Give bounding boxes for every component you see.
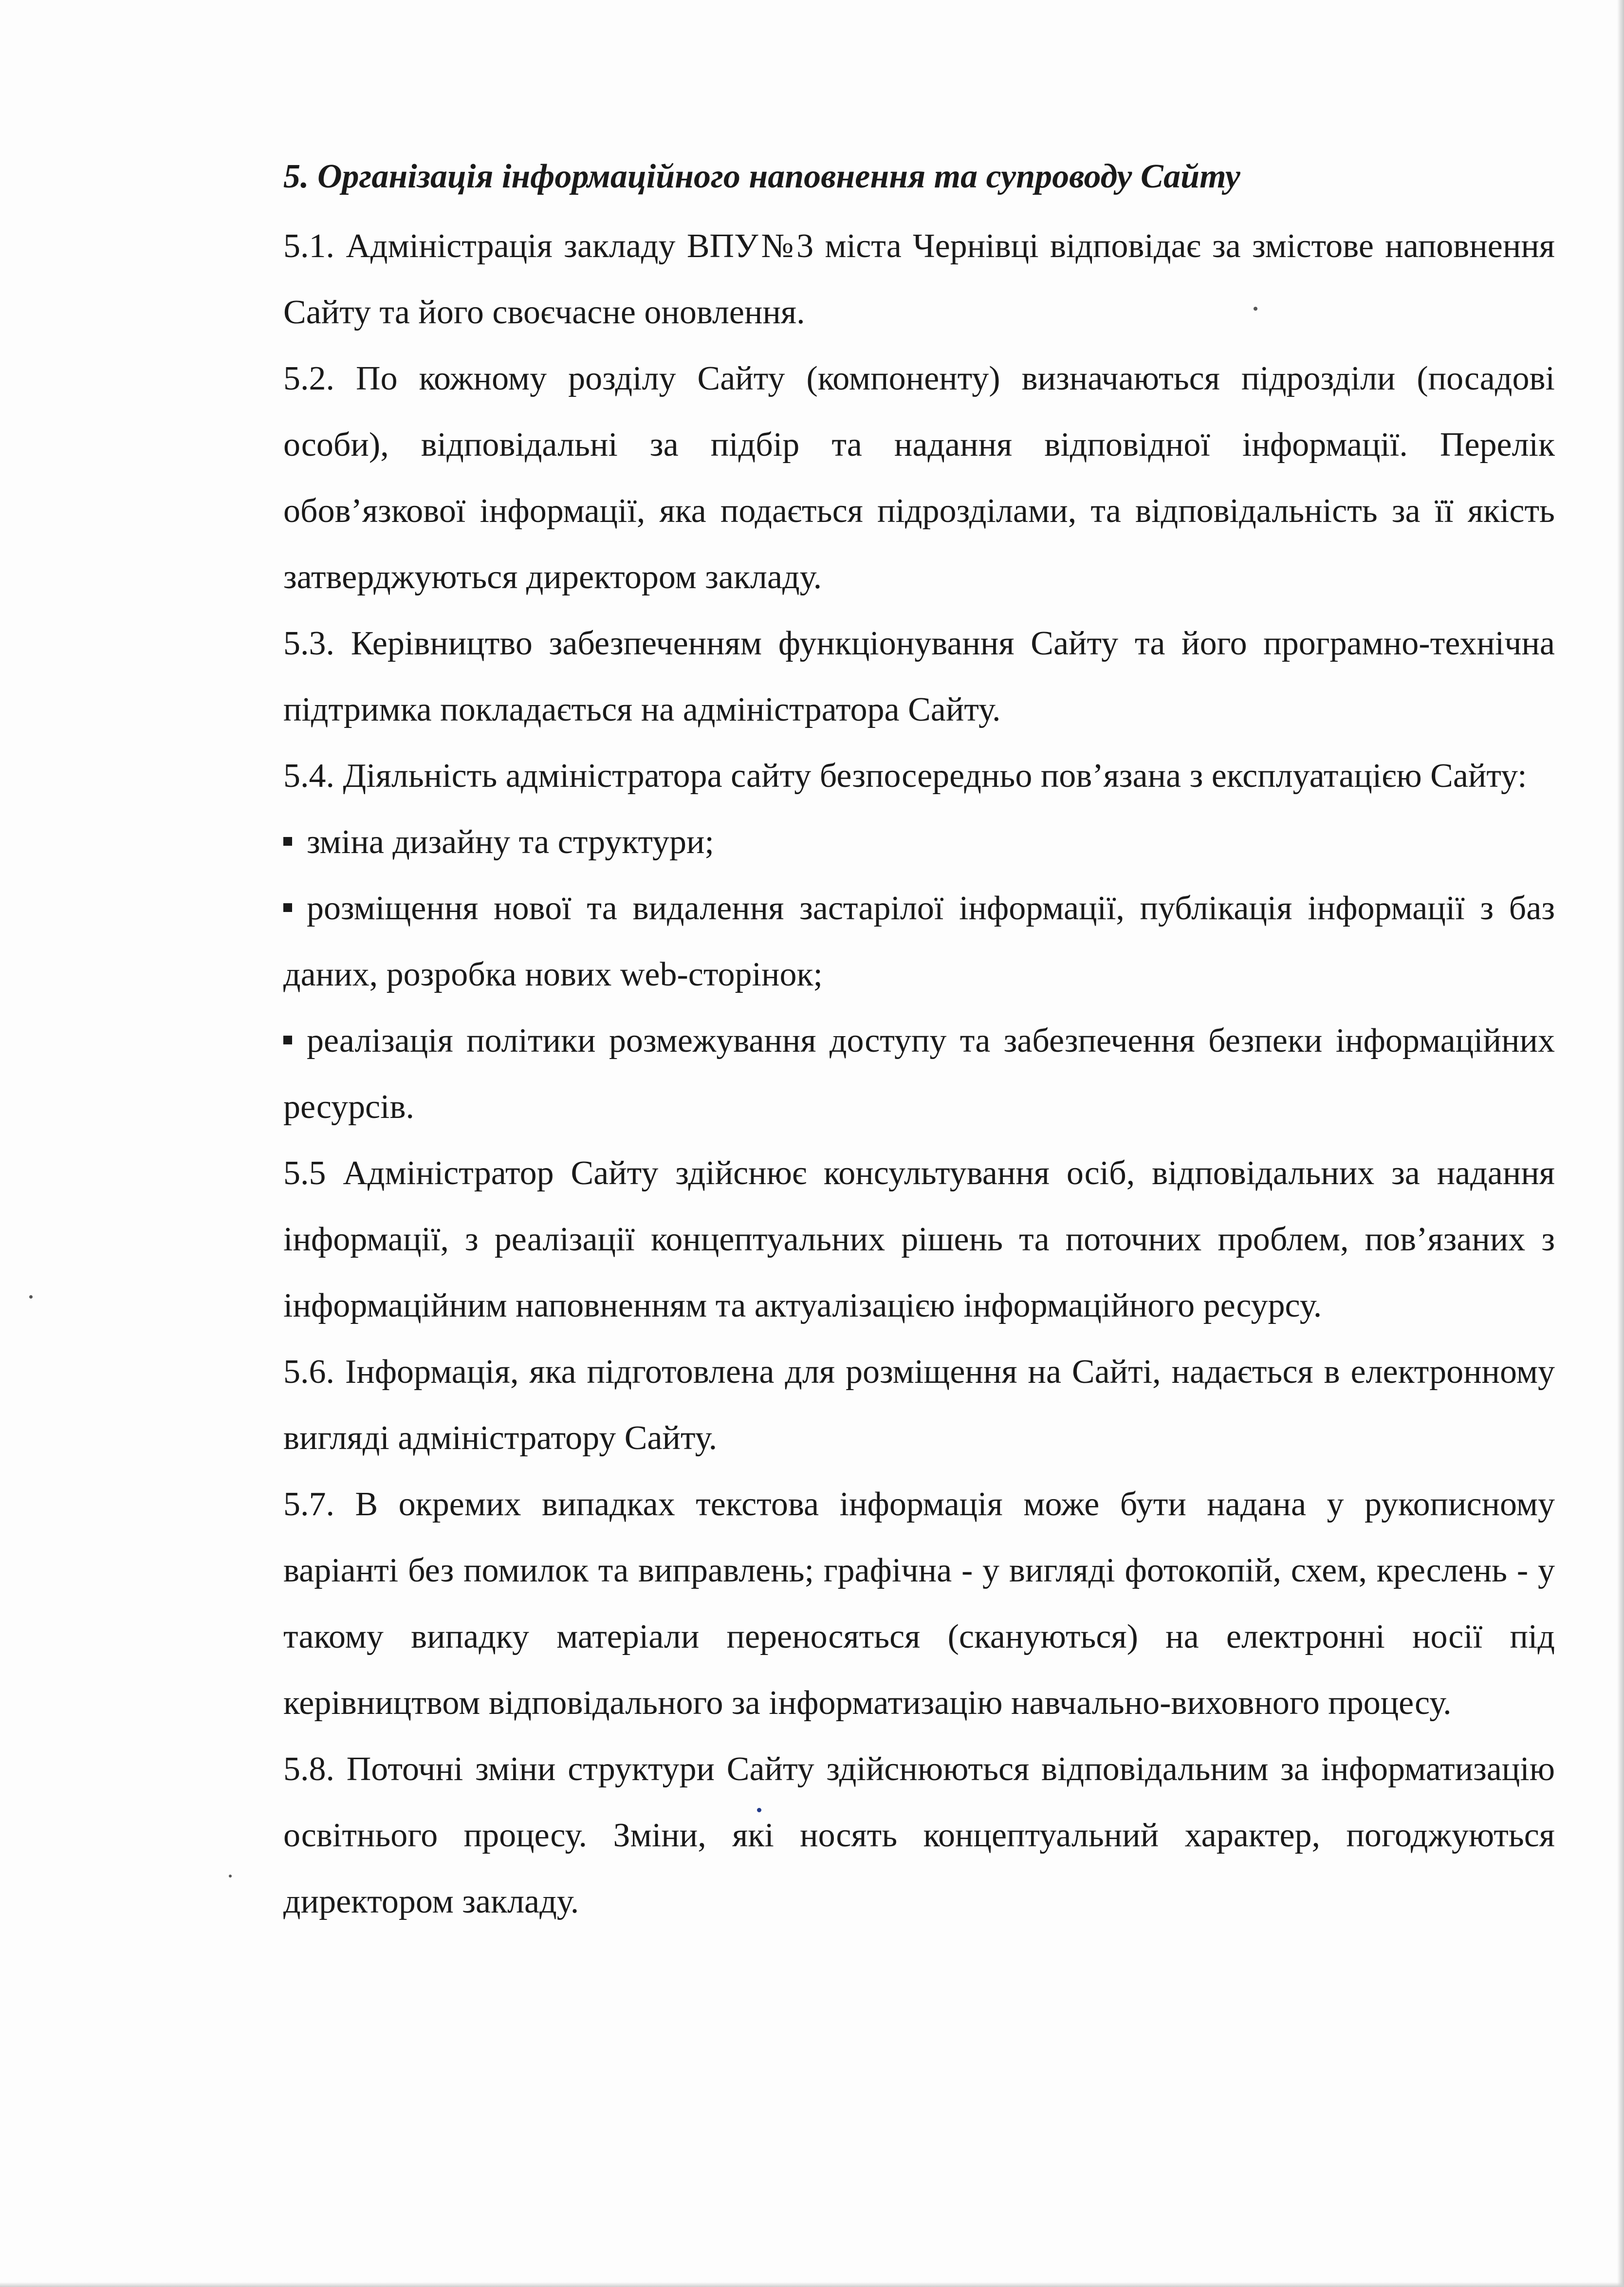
paragraph-5-2: 5.2. По кожному розділу Сайту (компоненту) визначаються підрозділи (посадові особи), відповідальні за підбір та надання відповідної інформації. Перелік обов’язкової інформації, яка подається підрозділами, та відповідальність за її якість затверджуються директором закладу. xyxy=(283,360,1555,596)
paragraph-5-6: 5.6. Інформація, яка підготовлена для розміщення на Сайті, надається в електронному вигляді адміністратору Сайту. xyxy=(283,1353,1555,1457)
paragraph-5-8: 5.8. Поточні зміни структури Сайту здійснюються відповідальним за інформатизацію освітнього процесу. Зміни, які носять концептуальний характер, погоджуються директором закладу. xyxy=(283,1750,1555,1920)
scan-edge-bottom xyxy=(0,2282,1624,2287)
square-bullet-icon xyxy=(283,837,292,846)
paragraph-5-7: 5.7. В окремих випадках текстова інформація може бути надана у рукописному варіанті без помилок та виправлень; графічна - у вигляді фотокопій, схем, креслень - у такому випадку матеріали переносяться (скануються) на електронні носії під керівництвом відповідального за інформатизацію навчально-виховного процесу. xyxy=(283,1486,1555,1722)
scan-speck xyxy=(29,1295,33,1299)
section-heading: 5. Організація інформаційного наповнення та супроводу Сайту xyxy=(283,158,1240,195)
document-page xyxy=(283,155,1555,1935)
bullet-text: реалізація політики розмежування доступу та забезпечення безпеки інформаційних ресурсів. xyxy=(283,1022,1555,1126)
bullet-text: зміна дизайну та структури; xyxy=(307,823,714,861)
paragraph-5-4: 5.4. Діяльність адміністратора сайту безпосередньо пов’язана з експлуатацією Сайту: xyxy=(283,757,1527,795)
bullet-item-1 xyxy=(283,809,1555,875)
square-bullet-icon xyxy=(283,903,292,912)
paragraph-5-1: 5.1. Адміністрація закладу ВПУ№3 міста Чернівці відповідає за змістове наповнення Сайту та його своєчасне оновлення. xyxy=(283,227,1555,331)
paragraph-5-3: 5.3. Керівництво забезпеченням функціонування Сайту та його програмно-технічна підтримка покладається на адміністратора Сайту. xyxy=(283,625,1555,728)
bullet-item-3 xyxy=(283,1008,1555,1140)
square-bullet-icon xyxy=(283,1036,292,1044)
bullet-text: розміщення нової та видалення застарілої інформації, публікація інформації з баз даних, розробка нових web-сторінок; xyxy=(283,890,1555,993)
bullet-item-2 xyxy=(283,875,1555,1008)
scan-edge-right xyxy=(1617,0,1624,2287)
scan-speck xyxy=(229,1875,232,1878)
paragraph-5-5: 5.5 Адміністратор Сайту здійснює консультування осіб, відповідальних за надання інформації, з реалізації концептуальних рішень та поточних проблем, пов’язаних з інформаційним наповненням та актуалізацією інформаційного ресурсу. xyxy=(283,1154,1555,1324)
